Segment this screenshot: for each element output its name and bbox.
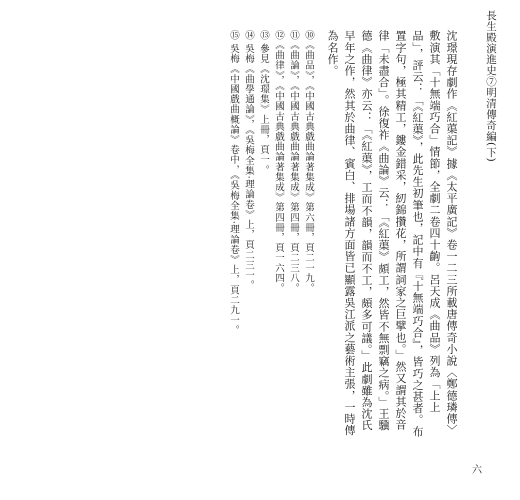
footnote: ⑬ 參見《沈璟集》上冊，頁一。	[258, 30, 269, 176]
running-header: 長生殿演進史⑦明清傳奇編(下)	[485, 10, 497, 163]
page-number: 六	[472, 465, 482, 476]
footnote: ⑭ 吳梅《曲學通論》，《吳梅全集·理論卷》上，頁二三一。	[243, 30, 254, 291]
footnote: ⑪《曲論》，《中國古典戲曲論著集成》第四冊，頁二三八。	[288, 30, 299, 294]
footnote: ⑩《曲品》，《中國古典戲曲論著集成》第六冊，頁二一九。	[303, 30, 314, 294]
body-paragraph: 沈璟現存劇作《紅蕖記》據《太平廣記》卷一二三所載唐傳奇小說〈鄭德璘傳〉敷演其「十無端巧合」情節，全劇二卷四十齣。呂天成《曲品》列為「上上品」，評云：「《紅蕖》，此先生初筆也，記中有『十無端巧合』，皆巧之甚者。布置字句，極其精工，鏤金錯采，紉錦攢花，所謂詞家之巨擘也。」然又謂其於音律「未盡合」。徐復祚《曲論》云：「《紅蕖》頗工，然皆不無剽竊之病。」王驥德《曲律》亦云：「《紅蕖》，工而不韻，韻而不工，頗多可議。」此劇雖為沈氏早年之作，然其於曲律、賓白、排場諸方面皆已顯露吳江派之藝術主張，一時傳為名作。	[326, 30, 458, 438]
footnotes	[226, 30, 316, 440]
footnote: ⑮ 吳梅《中國戲曲概論》卷中，《吳梅全集·理論卷》上，頁二九一。	[228, 30, 239, 336]
body-text	[80, 30, 460, 440]
footnote: ⑫《曲律》，《中國古典戲曲論著集成》第四冊，頁一六四。	[273, 30, 284, 294]
